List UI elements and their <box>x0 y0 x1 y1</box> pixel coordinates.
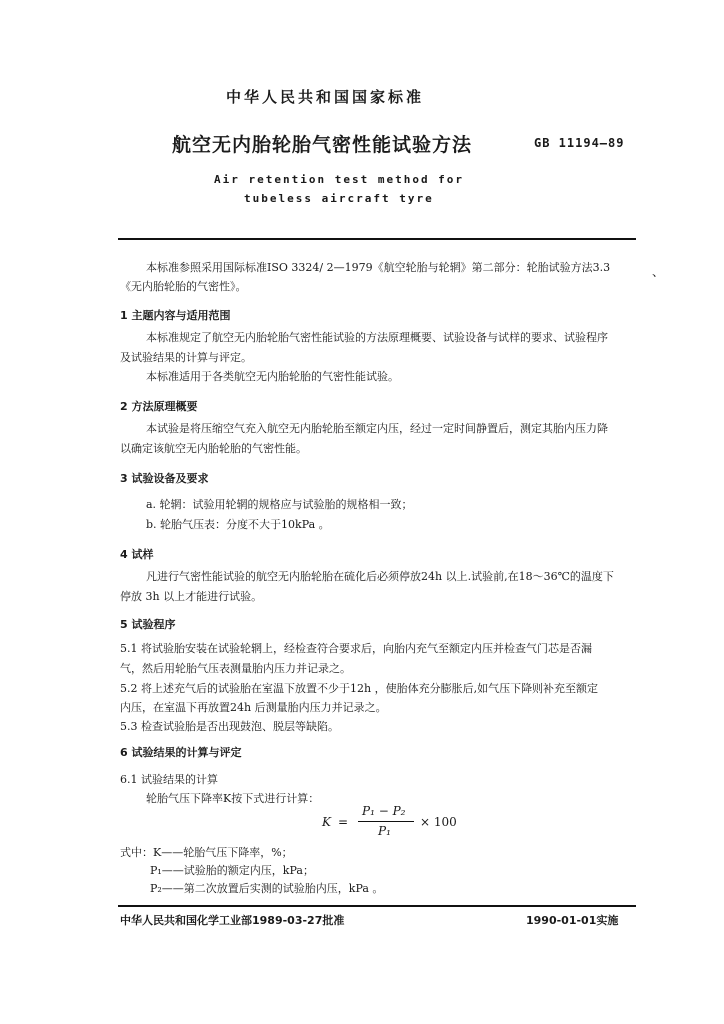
section-5-title: 5 试验程序 <box>120 618 176 631</box>
section-3-line-a: a. 轮辋：试验用轮辋的规格应与试验胎的规格相一致； <box>146 498 413 511</box>
intro-line-1: 本标准参照采用国际标准ISO 3324/ 2—1979《航空轮胎与轮辋》第二部分：轮胎试验方法3.3 <box>146 261 611 274</box>
formula-fraction-bar <box>358 821 414 822</box>
formula-k: K <box>322 815 331 829</box>
section-1-line-3: 本标准适用于各类航空无内胎轮胎的气密性能试验。 <box>146 370 399 383</box>
where-line-3: P₂——第二次放置后实测的试验胎内压，kPa 。 <box>150 882 384 895</box>
section-1-title: 1 主题内容与适用范围 <box>120 309 231 322</box>
section-5-line-1: 5.1 将试验胎安装在试验轮辋上，经检查符合要求后，向胎内充气至额定内压并检查气门芯是否漏 <box>120 642 592 655</box>
section-2-line-1: 本试验是将压缩空气充入航空无内胎轮胎至额定内压，经过一定时间静置后，测定其胎内压力降 <box>146 422 608 435</box>
document-header: 中华人民共和国国家标准 <box>226 88 425 106</box>
footer-rule <box>118 905 636 907</box>
section-3-title: 3 试验设备及要求 <box>120 472 209 485</box>
english-title-line-1: Air retention test method for <box>214 173 465 186</box>
english-title-line-2: tubeless aircraft tyre <box>244 192 434 205</box>
pressure-drop-formula <box>322 804 462 840</box>
section-5-line-4: 内压，在室温下再放置24h 后测量胎内压力并记录之。 <box>120 701 387 714</box>
where-line-2: P₁——试验胎的额定内压，kPa； <box>150 864 314 877</box>
formula-equals: = <box>338 815 349 829</box>
top-rule <box>118 238 636 240</box>
section-6-1-line: 轮胎气压下降率K按下式进行计算： <box>146 792 320 805</box>
section-1-line-1: 本标准规定了航空无内胎轮胎气密性能试验的方法原理概要、试验设备与试样的要求、试验程序 <box>146 331 608 344</box>
document-title: 航空无内胎轮胎气密性能试验方法 <box>172 134 473 156</box>
formula-denominator: P₁ <box>378 824 391 838</box>
where-line-1: 式中：K——轮胎气压下降率，%； <box>120 846 293 859</box>
section-5-line-3: 5.2 将上述充气后的试验胎在室温下放置不少于12h ，使胎体充分膨胀后,如气压下降则补充至额定 <box>120 682 599 695</box>
footer-approval: 中华人民共和国化学工业部1989-03-27批准 <box>120 914 345 927</box>
section-4-title: 4 试样 <box>120 548 154 561</box>
section-2-title: 2 方法原理概要 <box>120 400 198 413</box>
section-1-line-2: 及试验结果的计算与评定。 <box>120 351 252 364</box>
section-6-1-title: 6.1 试验结果的计算 <box>120 773 218 786</box>
intro-line-2: 《无内胎轮胎的气密性》。 <box>120 280 247 293</box>
formula-multiplier: × 100 <box>420 815 457 829</box>
section-5-line-5: 5.3 检查试验胎是否出现鼓泡、脱层等缺陷。 <box>120 720 339 733</box>
section-4-line-1: 凡进行气密性能试验的航空无内胎轮胎在硫化后必须停放24h 以上.试验前,在18～36℃的温度下 <box>146 570 614 583</box>
section-6-title: 6 试验结果的计算与评定 <box>120 746 242 759</box>
section-3-line-b: b. 轮胎气压表：分度不大于10kPa 。 <box>146 518 330 531</box>
footer-effective: 1990-01-01实施 <box>526 914 619 927</box>
section-2-line-2: 以确定该航空无内胎轮胎的气密性能。 <box>120 442 307 455</box>
formula-numerator: P₁ − P₂ <box>362 804 406 818</box>
standard-code: GB 11194—89 <box>534 136 625 150</box>
section-4-line-2: 停放 3h 以上才能进行试验。 <box>120 590 263 603</box>
section-5-line-2: 气，然后用轮胎气压表测量胎内压力并记录之。 <box>120 662 351 675</box>
margin-mark: 、 <box>652 265 665 279</box>
